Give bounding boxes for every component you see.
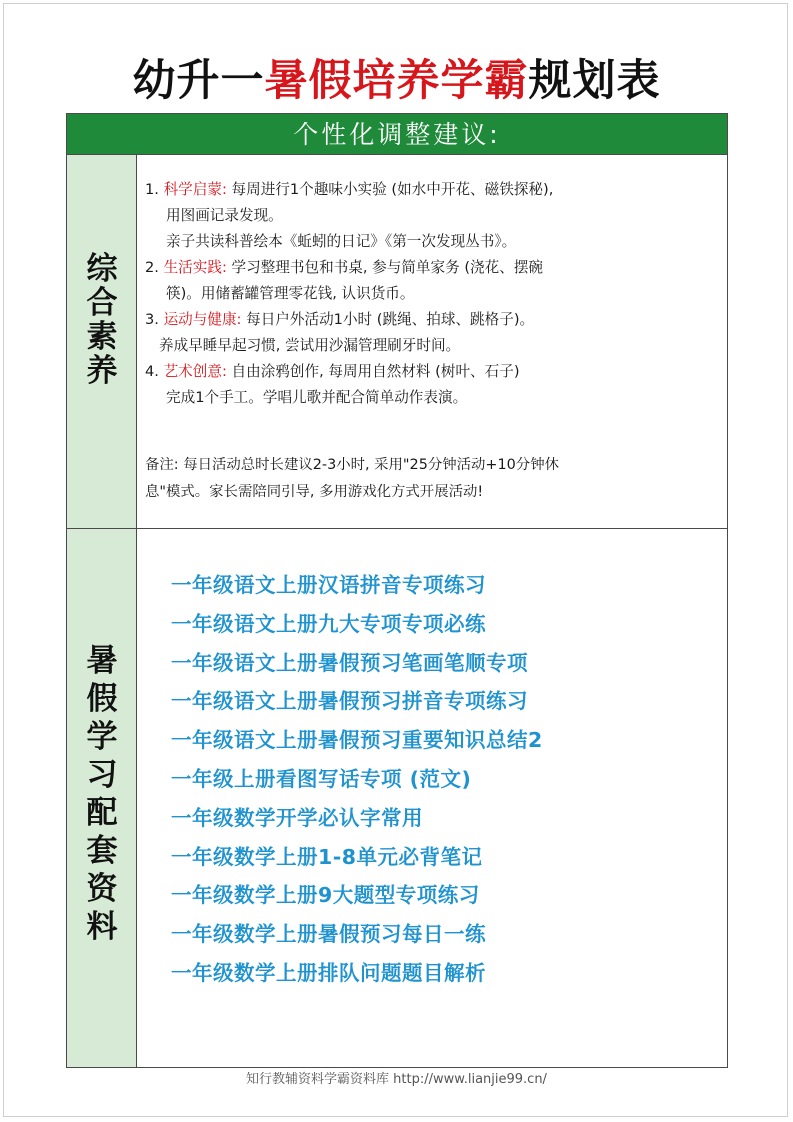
resource-link[interactable]: 一年级语文上册汉语拼音专项练习 [171, 573, 486, 597]
item-text: 每周进行1个趣味小实验 (如水中开花、磁铁探秘), [231, 181, 554, 198]
section-2-label [67, 643, 137, 950]
plan-table [66, 113, 728, 1068]
section-1-label-cell [67, 155, 137, 529]
section-1-content-cell [137, 155, 727, 529]
label-char: 暑 [86, 643, 118, 679]
resource-link[interactable]: 一年级数学上册9大题型专项练习 [171, 883, 480, 908]
item-text-line: 完成1个手工。学唱儿歌并配合简单动作表演。 [166, 389, 468, 406]
suggestion-item-life [145, 255, 725, 281]
page-title [0, 52, 793, 110]
item-heading: 运动与健康: [163, 311, 242, 328]
label-char: 料 [86, 909, 118, 945]
note-text [145, 452, 725, 506]
item-number: 1. [145, 181, 159, 198]
title-part-2: 暑假培养学霸 [264, 56, 529, 106]
item-number: 4. [145, 363, 159, 380]
resource-link[interactable]: 一年级语文上册暑假预习重要知识总结2 [171, 728, 543, 753]
item-number: 2. [145, 259, 159, 276]
resource-link[interactable]: 一年级数学上册暑假预习每日一练 [171, 922, 486, 947]
title-part-3: 规划表 [528, 56, 661, 106]
label-char: 资 [86, 871, 118, 907]
label-char: 养 [86, 353, 118, 389]
label-char: 习 [86, 757, 118, 793]
footer-watermark: 知行教辅资料学霸资料库 http://www.lianjie99.cn/ [246, 1072, 547, 1087]
suggestion-item-science [145, 177, 725, 203]
label-char: 套 [86, 833, 118, 869]
item-text-line: 筷)。用储蓄罐管理零花钱, 认识货币。 [166, 285, 415, 302]
suggestion-list [145, 177, 725, 411]
resource-link[interactable]: 一年级数学开学必认字常用 [171, 805, 423, 830]
resource-link-list [171, 566, 711, 993]
table-header: 个性化调整建议: [67, 114, 727, 155]
label-char: 学 [86, 719, 118, 755]
label-char: 假 [86, 681, 118, 717]
section-2-label-cell [67, 529, 137, 1067]
note-line: 息"模式。家长需陪同引导, 多用游戏化方式开展活动! [145, 484, 484, 500]
label-char: 综 [86, 251, 118, 287]
item-text-line: 亲子共读科普绘本《蚯蚓的日记》《第一次发现丛书》。 [166, 233, 517, 250]
title-part-1: 幼升一 [132, 56, 265, 106]
resource-link[interactable]: 一年级语文上册暑假预习拼音专项练习 [171, 689, 528, 714]
section-1-label [67, 251, 137, 390]
label-char: 合 [86, 285, 118, 321]
suggestion-item-art [145, 359, 725, 385]
suggestion-item-sports [145, 307, 725, 333]
item-text-line: 用图画记录发现。 [166, 207, 283, 224]
item-number: 3. [145, 311, 159, 328]
label-char: 配 [86, 795, 118, 831]
item-heading: 艺术创意: [163, 363, 227, 380]
resource-link[interactable]: 一年级上册看图写话专项 (范文) [171, 766, 472, 791]
item-heading: 科学启蒙: [163, 181, 227, 198]
note-line: 备注: 每日活动总时长建议2-3小时, 采用"25分钟活动+10分钟休 [145, 457, 559, 473]
item-text: 每日户外活动1小时 (跳绳、拍球、跳格子)。 [246, 311, 535, 328]
item-heading: 生活实践: [163, 259, 227, 276]
item-text-line: 养成早睡早起习惯, 尝试用沙漏管理刷牙时间。 [159, 337, 461, 354]
item-text: 自由涂鸦创作, 每周用自然材料 (树叶、石子) [231, 363, 520, 380]
label-char: 素 [86, 319, 118, 355]
item-text: 学习整理书包和书桌, 参与简单家务 (浇花、摆碗 [231, 259, 544, 276]
resource-link[interactable]: 一年级语文上册暑假预习笔画笔顺专项 [171, 650, 528, 675]
section-2-content-cell [137, 529, 727, 1067]
resource-link[interactable]: 一年级数学上册排队问题题目解析 [171, 960, 486, 985]
resource-link[interactable]: 一年级语文上册九大专项专项必练 [171, 611, 486, 636]
resource-link[interactable]: 一年级数学上册1-8单元必背笔记 [171, 844, 483, 869]
